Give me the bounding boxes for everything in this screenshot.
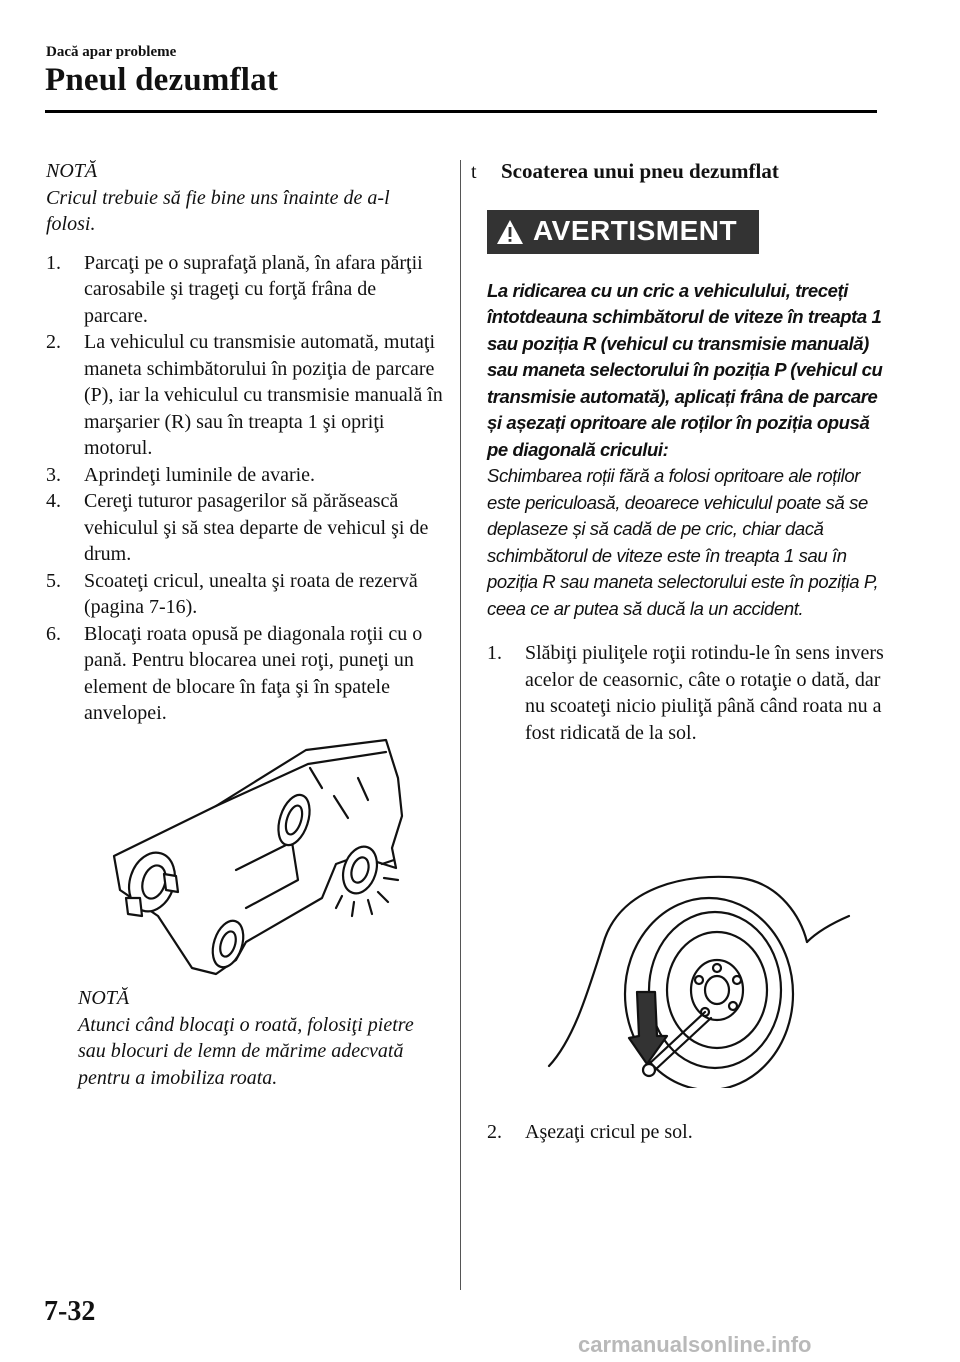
step-item bbox=[46, 621, 444, 727]
step-number: 1. bbox=[46, 251, 61, 274]
subsection-heading bbox=[471, 158, 887, 186]
warning-label: AVERTISMENT bbox=[533, 215, 738, 247]
step-number: 2. bbox=[46, 331, 61, 353]
step2-list bbox=[487, 1119, 887, 1146]
step-number: 4. bbox=[46, 490, 61, 512]
step-text: Aprindeţi luminile de avarie. bbox=[84, 463, 316, 486]
step-item bbox=[487, 640, 887, 746]
step-text: La vehiculul cu transmisie automată, mutaţi maneta schimbătorului în poziţia de parcare (P), iar la vehiculul cu transmisie manuală în marşarier (R) sau în treapta 1 şi opriţi motorul. bbox=[84, 331, 443, 459]
warning-body-text: Schimbarea roții fără a folosi opritoare ale roților este periculoasă, deoarece vehiculul poate să se deplaseze și să cadă de pe cric, chiar dacă schimbătorul de viteze este în treapta 1 sau în poziția R sau maneta selectorului este în poziția P, ceea ce ar putea să ducă la un accident. bbox=[487, 465, 879, 619]
step-item bbox=[46, 568, 444, 621]
step-text: Cereţi tuturor pasagerilor să părăsească vehiculul şi să stea departe de vehicul şi de drum. bbox=[84, 490, 429, 565]
right-steps-list bbox=[487, 640, 887, 746]
step-item bbox=[46, 488, 444, 568]
steps-list bbox=[46, 250, 444, 727]
wheel-nut-loosening-illustration bbox=[545, 868, 853, 1088]
step-text: Aşezaţi cricul pe sol. bbox=[525, 1121, 693, 1143]
step-item bbox=[46, 462, 444, 489]
step-text: Scoateţi cricul, unealta şi roata de rezervă (pagina 7-16). bbox=[84, 569, 418, 618]
right-column bbox=[471, 158, 887, 746]
watermark: carmanualsonline.info bbox=[578, 1332, 812, 1357]
section-label: Dacă apar probleme bbox=[46, 44, 177, 60]
note2-heading: NOTĂ bbox=[78, 987, 130, 1009]
step-number: 6. bbox=[46, 622, 61, 645]
note-heading: NOTĂ bbox=[46, 160, 98, 182]
warning-text-block bbox=[487, 278, 887, 623]
step-text: Parcaţi pe o suprafaţă plană, în afara părţii carosabile şi trageţi cu forţă frâna de parcare. bbox=[84, 251, 423, 327]
step2-block bbox=[487, 1119, 887, 1146]
car-wheel-chock-illustration bbox=[96, 738, 446, 978]
step-number: 5. bbox=[46, 569, 61, 592]
step-item bbox=[46, 250, 444, 330]
step-number: 2. bbox=[487, 1121, 502, 1143]
left-column bbox=[46, 158, 444, 727]
step-number: 3. bbox=[46, 463, 61, 486]
subsection-title: Scoaterea unui pneu dezumflat bbox=[501, 159, 779, 183]
warning-triangle-icon bbox=[495, 218, 525, 246]
step-item bbox=[487, 1119, 887, 1146]
step-text: Blocaţi roata opusă pe diagonala roţii cu o pană. Pentru blocarea unei roţi, puneţi un element de blocare în faţa şi în spatele anvelopei. bbox=[84, 622, 423, 724]
step-number: 1. bbox=[487, 642, 502, 664]
step-text: Slăbiţi piuliţele roţii rotindu-le în sens invers acelor de ceasornic, câte o rotaţie o dată, dar nu scoateţi nicio piuliţă până când roata nu a fost ridicată de la sol. bbox=[525, 642, 884, 744]
warning-banner bbox=[487, 210, 759, 254]
subsection-bullet: t bbox=[471, 161, 477, 183]
column-divider bbox=[460, 160, 461, 1290]
step-item bbox=[46, 329, 444, 462]
note-text: Cricul trebuie să fie bine uns înainte de a-l folosi. bbox=[46, 186, 390, 235]
page-title: Pneul dezumflat bbox=[45, 62, 279, 98]
page-number: 7-32 bbox=[44, 1296, 96, 1327]
note2-text: Atunci când blocaţi o roată, folosiţi pietre sau blocuri de lemn de mărime adecvată pentru a imobiliza roata. bbox=[78, 1013, 414, 1089]
note2-block bbox=[78, 985, 438, 1091]
warning-bold-text: La ridicarea cu un cric a vehiculului, treceți întotdeauna schimbătorul de viteze în treapta 1 sau poziția R (vehicul cu transmisie manuală) sau maneta selectorului în poziția P (vehicul cu transmisie automată), aplicați frâna de parcare și așezați opritoare ale roților în poziția opusă pe diagonală cricului: bbox=[487, 279, 883, 460]
title-rule bbox=[45, 110, 877, 113]
